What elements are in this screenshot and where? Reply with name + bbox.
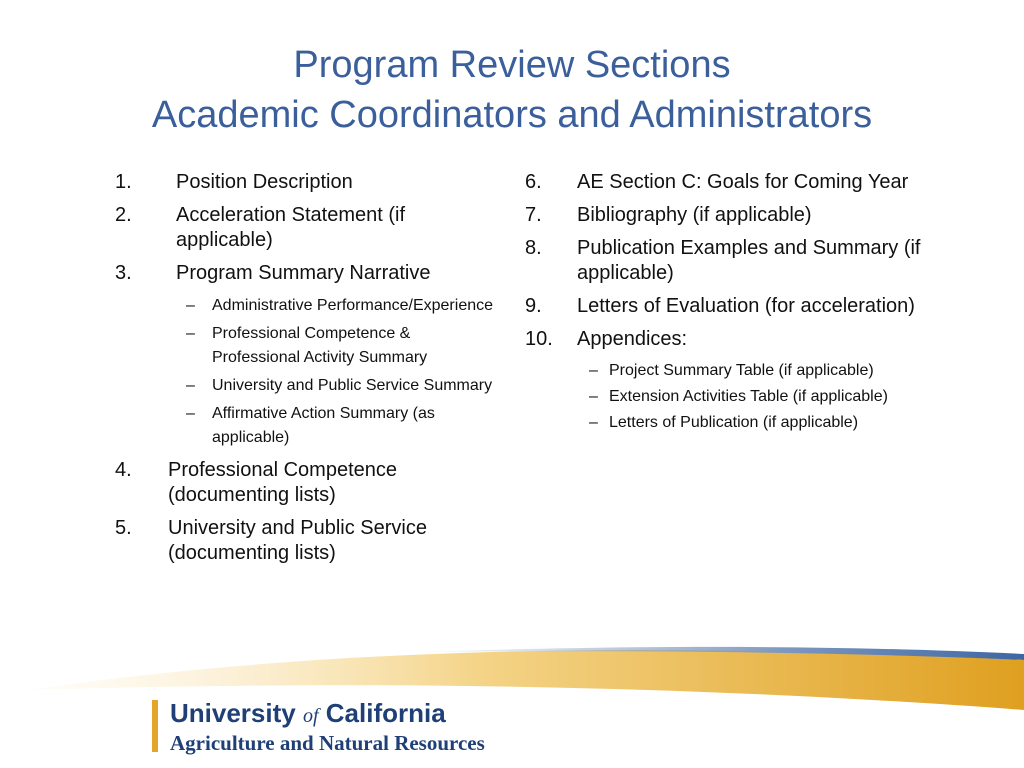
sub-item-text: Administrative Performance/Experience [212, 297, 494, 314]
item-number: 6. [525, 171, 542, 193]
sub-item-text: University and Public Service Summary [212, 377, 493, 394]
sub-item-text: Affirmative Action Summary (as applicable) [212, 405, 435, 446]
dash-marker: – [186, 405, 195, 422]
sub-item-text: Extension Activities Table (if applicable) [609, 388, 888, 405]
sub-list [525, 360, 925, 434]
logo-accent-bar [152, 700, 158, 752]
item-text: Position Description [176, 171, 353, 193]
item-text: Bibliography (if applicable) [577, 204, 812, 226]
dash-marker: – [186, 297, 195, 314]
logo-of-word: of [302, 705, 319, 727]
sub-list [115, 294, 495, 450]
list-item [115, 261, 495, 450]
title-line-1: Program Review Sections [293, 44, 731, 86]
item-number: 8. [525, 237, 542, 259]
item-text: University and Public Service (documenting lists) [168, 517, 427, 564]
dash-marker: – [186, 377, 195, 394]
item-number: 2. [115, 204, 132, 226]
logo-division: Agriculture and Natural Resources [170, 731, 485, 755]
sub-list-item [115, 402, 495, 450]
university-logo [170, 698, 446, 731]
sub-list-item [115, 322, 495, 370]
left-section-list [115, 170, 495, 574]
dash-marker: – [589, 388, 598, 405]
item-text: Publication Examples and Summary (if applicable) [577, 237, 921, 284]
sub-list-item [115, 294, 495, 318]
right-section-list [525, 170, 925, 442]
logo-university-word: University [170, 698, 296, 728]
item-text: Acceleration Statement (if applicable) [176, 204, 405, 251]
logo-california-word: California [325, 698, 446, 728]
sub-list-item [525, 360, 925, 382]
sub-item-text: Project Summary Table (if applicable) [609, 362, 874, 379]
list-item [115, 458, 495, 508]
item-number: 1. [115, 171, 132, 193]
sub-item-text: Professional Competence & Professional Activity Summary [212, 325, 428, 366]
sub-list-item [525, 386, 925, 408]
dash-marker: – [186, 325, 195, 342]
dash-marker: – [589, 414, 598, 431]
item-text: Professional Competence (documenting lists) [168, 459, 398, 506]
dash-marker: – [589, 362, 598, 379]
item-text: Appendices: [577, 328, 688, 350]
list-item [525, 294, 925, 319]
item-text: Letters of Evaluation (for acceleration) [577, 295, 915, 317]
list-item [525, 170, 925, 195]
item-number: 4. [115, 459, 132, 481]
sub-list-item [525, 412, 925, 434]
item-text: AE Section C: Goals for Coming Year [577, 171, 909, 193]
sub-list-item [115, 374, 495, 398]
list-item [525, 327, 925, 434]
slide-title [0, 40, 1024, 140]
sub-item-text: Letters of Publication (if applicable) [609, 414, 859, 431]
list-item [525, 236, 925, 286]
list-item [525, 203, 925, 228]
item-text: Program Summary Narrative [176, 262, 431, 284]
list-item [115, 516, 495, 566]
title-line-2: Academic Coordinators and Administrators [151, 94, 873, 136]
item-number: 7. [525, 204, 542, 226]
item-number: 10. [525, 328, 553, 350]
item-number: 9. [525, 295, 542, 317]
item-number: 3. [115, 262, 132, 284]
list-item [115, 203, 495, 253]
list-item [115, 170, 495, 195]
item-number: 5. [115, 517, 132, 539]
